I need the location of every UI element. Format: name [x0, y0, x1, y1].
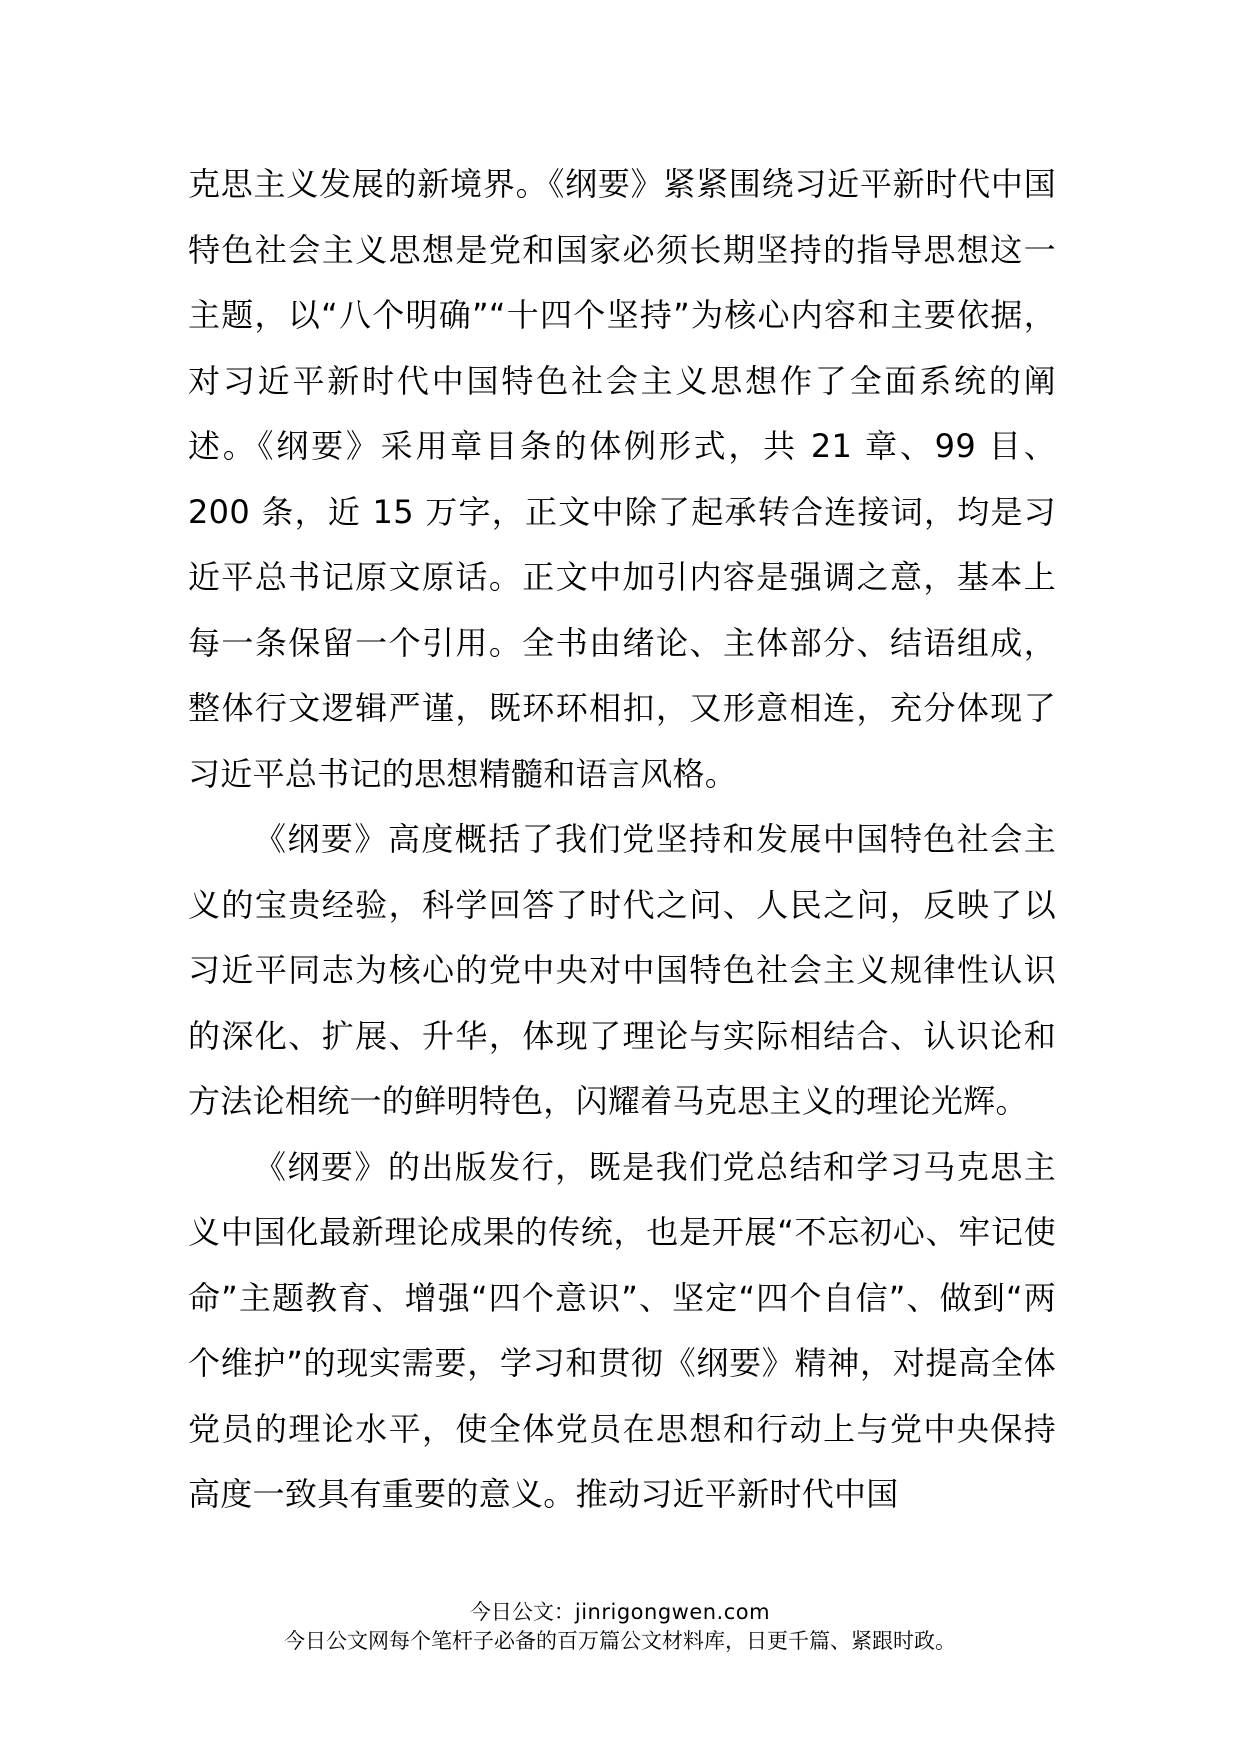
footer-site-link[interactable]: jinrigongwen.com: [574, 1600, 771, 1624]
footer-slogan: 今日公文网每个笔杆子必备的百万篇公文材料库，日更千篇、紧跟时政。: [284, 1629, 956, 1653]
footer-site-line: [0, 1598, 1240, 1626]
paragraph-3: 《纲要》的出版发行，既是我们党总结和学习马克思主义中国化最新理论成果的传统，也是开展“不忘初心、牢记使命”主题教育、增强“四个意识”、坚定“四个自信”、做到“两个维护”的现实需要，学习和贯彻《纲要》精神，对提高全体党员的理论水平，使全体党员在思想和行动上与党中央保持高度一致具有重要的意义。推动习近平新时代中国: [188, 1147, 1056, 1513]
footer-site-label: 今日公文：: [469, 1600, 575, 1624]
paragraph-1: 克思主义发展的新境界。《纲要》紧紧围绕习近平新时代中国特色社会主义思想是党和国家必须长期坚持的指导思想这一主题，以“八个明确”“十四个坚持”为核心内容和主要依据，对习近平新时代中国特色社会主义思想作了全面系统的阐述。《纲要》采用章目条的体例形式，共 21 章、99 目、200 条，近 15 万字，正文中除了起承转合连接词，均是习近平总书记原文原话。正文中加引内容是强调之意，基本上每一条保留一个引用。全书由绪论、主体部分、结语组成，整体行文逻辑严谨，既环环相扣，又形意相连，充分体现了习近平总书记的思想精髓和语言风格。: [188, 165, 1056, 793]
paragraph-2: 《纲要》高度概括了我们党坚持和发展中国特色社会主义的宝贵经验，科学回答了时代之问、人民之问，反映了以习近平同志为核心的党中央对中国特色社会主义规律性认识的深化、扩展、升华，体现了理论与实际相结合、认识论和方法论相统一的鲜明特色，闪耀着马克思主义的理论光辉。: [188, 820, 1056, 1120]
document-body: [188, 152, 1056, 1528]
